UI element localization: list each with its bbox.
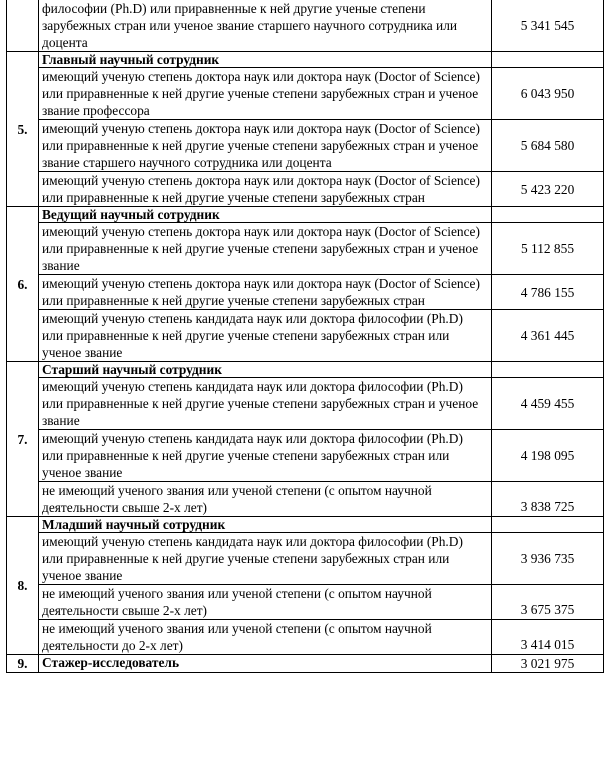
position-description: имеющий ученую степень кандидата наук или доктора философии (Ph.D) или приравненные к ней другие ученые степени зарубежных стран или ученое звание (39, 533, 492, 585)
table-row (7, 172, 604, 207)
position-title: Ведущий научный сотрудник (39, 207, 492, 223)
position-description: философии (Ph.D) или приравненные к ней другие ученые степени зарубежных стран или ученое звание старшего научного сотрудника или доцента (39, 0, 492, 52)
salary-value-cell: 3 936 735 (492, 533, 604, 585)
salary-value-cell (492, 362, 604, 378)
table-row (7, 223, 604, 275)
salary-value-cell: 5 423 220 (492, 172, 604, 207)
row-number-cell (7, 0, 39, 52)
salary-value-cell: 4 459 455 (492, 378, 604, 430)
position-description: не имеющий ученого звания или ученой степени (с опытом научной деятельности до 2-х лет) (39, 620, 492, 655)
position-title: Старший научный сотрудник (39, 362, 492, 378)
position-description: не имеющий ученого звания или ученой степени (с опытом научной деятельности свыше 2-х лет) (39, 585, 492, 620)
position-description: имеющий ученую степень доктора наук или доктора наук (Doctor of Science) или приравненные к ней другие ученые степени зарубежных стран и ученое звание профессора (39, 68, 492, 120)
position-description: имеющий ученую степень доктора наук или доктора наук (Doctor of Science) или приравненные к ней другие ученые степени зарубежных стран и ученое звание старшего научного сотрудника или доцента (39, 120, 492, 172)
position-title: Стажер-исследователь (39, 655, 492, 673)
table-row (7, 0, 604, 52)
position-description: не имеющий ученого звания или ученой степени (с опытом научной деятельности свыше 2-х лет) (39, 482, 492, 517)
salary-value-cell: 3 414 015 (492, 620, 604, 655)
salary-value-cell: 4 361 445 (492, 310, 604, 362)
table-row (7, 310, 604, 362)
salary-table-body (7, 0, 604, 673)
table-row (7, 378, 604, 430)
row-number-cell: 6. (7, 207, 39, 362)
salary-value-cell: 3 021 975 (492, 655, 604, 673)
salary-value-cell: 4 786 155 (492, 275, 604, 310)
salary-value-cell: 3 675 375 (492, 585, 604, 620)
position-description: имеющий ученую степень доктора наук или доктора наук (Doctor of Science) или приравненные к ней другие ученые степени зарубежных стран (39, 275, 492, 310)
salary-value-cell (492, 517, 604, 533)
salary-value-cell: 5 341 545 (492, 0, 604, 52)
position-title: Главный научный сотрудник (39, 52, 492, 68)
salary-value-cell (492, 207, 604, 223)
section-header-row (7, 517, 604, 533)
section-header-row (7, 207, 604, 223)
row-number-cell: 7. (7, 362, 39, 517)
table-row (7, 585, 604, 620)
table-row (7, 620, 604, 655)
position-description: имеющий ученую степень кандидата наук или доктора философии (Ph.D) или приравненные к ней другие ученые степени зарубежных стран или ученое звание (39, 310, 492, 362)
row-number-cell: 9. (7, 655, 39, 673)
salary-value-cell (492, 52, 604, 68)
table-row (7, 430, 604, 482)
position-description: имеющий ученую степень кандидата наук или доктора философии (Ph.D) или приравненные к ней другие ученые степени зарубежных стран и ученое звание (39, 378, 492, 430)
position-title: Младший научный сотрудник (39, 517, 492, 533)
row-number-cell: 8. (7, 517, 39, 655)
salary-table (6, 0, 604, 673)
row-number-cell: 5. (7, 52, 39, 207)
section-header-row (7, 362, 604, 378)
position-description: имеющий ученую степень кандидата наук или доктора философии (Ph.D) или приравненные к ней другие ученые степени зарубежных стран или ученое звание (39, 430, 492, 482)
table-row (7, 68, 604, 120)
salary-value-cell: 5 684 580 (492, 120, 604, 172)
salary-value-cell: 4 198 095 (492, 430, 604, 482)
table-row (7, 533, 604, 585)
table-row (7, 482, 604, 517)
salary-value-cell: 3 838 725 (492, 482, 604, 517)
table-row (7, 275, 604, 310)
table-row (7, 655, 604, 673)
table-row (7, 120, 604, 172)
salary-value-cell: 5 112 855 (492, 223, 604, 275)
salary-value-cell: 6 043 950 (492, 68, 604, 120)
section-header-row (7, 52, 604, 68)
position-description: имеющий ученую степень доктора наук или доктора наук (Doctor of Science) или приравненные к ней другие ученые степени зарубежных стран и ученое звание (39, 223, 492, 275)
position-description: имеющий ученую степень доктора наук или доктора наук (Doctor of Science) или приравненные к ней другие ученые степени зарубежных стран (39, 172, 492, 207)
